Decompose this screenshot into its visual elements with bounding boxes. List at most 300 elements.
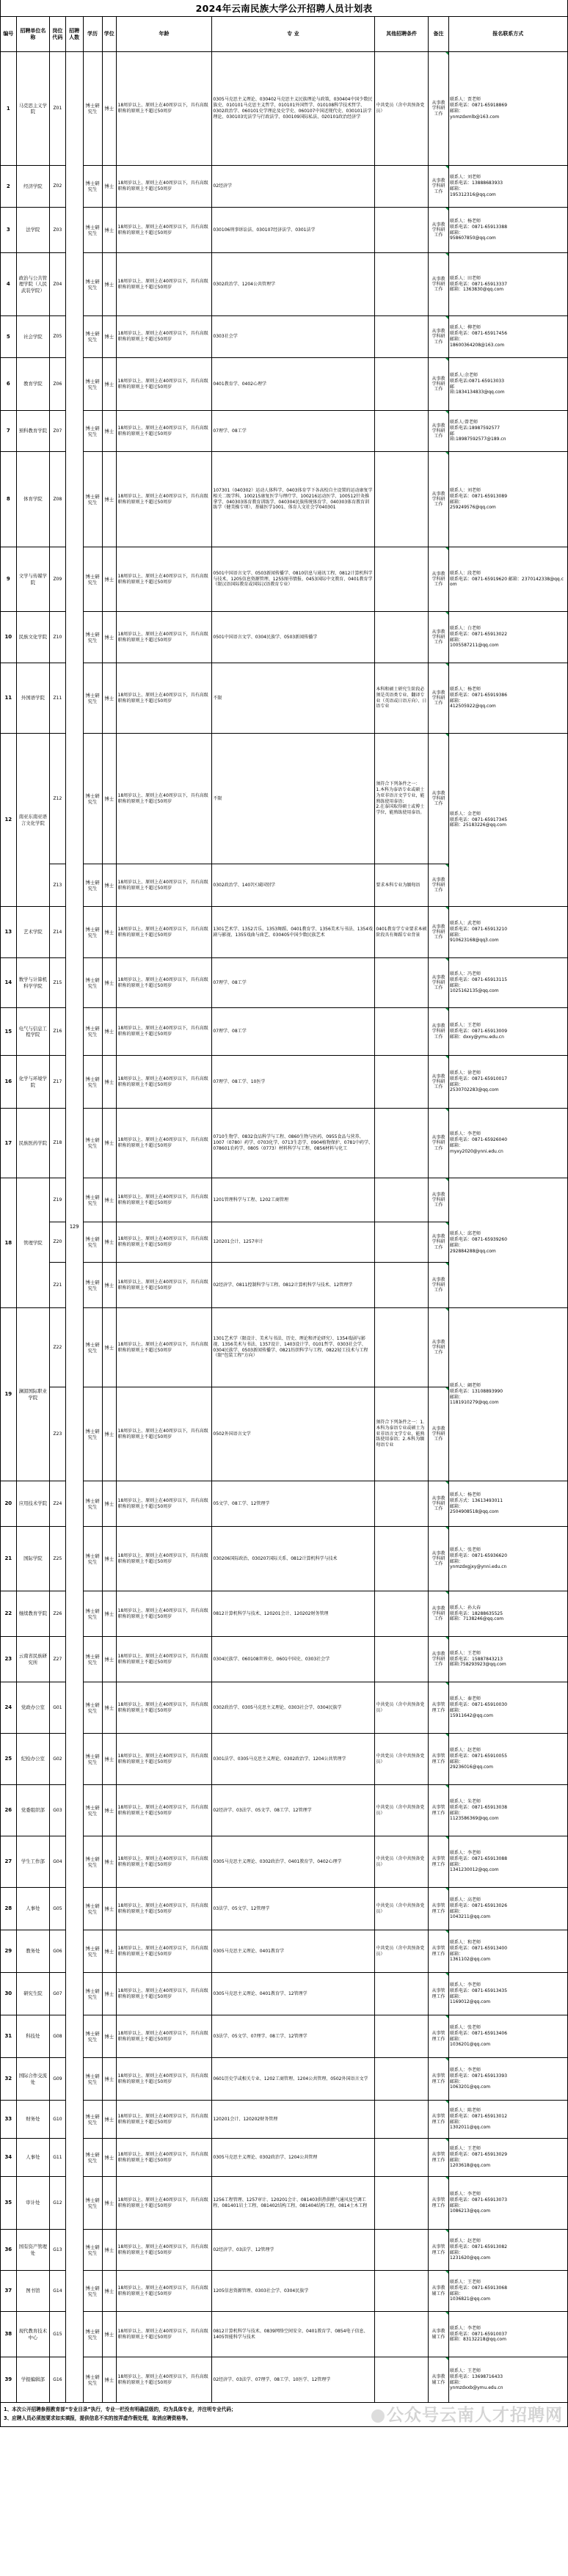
cell-education: 博士研究生 (83, 1387, 102, 1481)
cell-age-requirement: 18周岁以上、原则上在40周岁以下，具有高级职称的原则上不超过50周岁 (117, 1263, 212, 1308)
cell-education: 博士研究生 (83, 1263, 102, 1308)
cell-other-conditions (374, 2230, 429, 2271)
cell-post-code: Z13 (50, 864, 66, 907)
cell-education: 博士研究生 (83, 1109, 102, 1178)
cell-no: 29 (1, 1930, 17, 1973)
cell-other-conditions: 要求本科专业为缅甸语 (374, 864, 429, 907)
cell-degree: 博士 (102, 2357, 116, 2403)
cell-age-requirement: 18周岁以上、原则上在40周岁以下，具有高级职称的原则上不超过50周岁 (117, 1930, 212, 1973)
cell-remark: 从事教学科研工作 (429, 547, 448, 612)
watermark: 公众号云南人才招聘网 (371, 2400, 563, 2431)
table-row (1, 1481, 568, 1527)
cell-remark: 从事教学科研工作 (429, 1637, 448, 1682)
table-row (1, 663, 568, 734)
cell-no: 18 (1, 1178, 17, 1308)
cell-unit-name: 民族医药学院 (16, 1109, 49, 1178)
cell-post-code: Z22 (50, 1308, 66, 1387)
cell-unit-name: 电气与信息工程学院 (16, 1008, 49, 1056)
cell-education: 博士研究生 (83, 1836, 102, 1888)
cell-degree: 博士 (102, 1109, 116, 1178)
cell-age-requirement: 18周岁以上、原则上在40周岁以下，具有高级职称的原则上不超过50周岁 (117, 358, 212, 411)
cell-unit-name: 文学与传媒学院 (16, 547, 49, 612)
cell-education: 博士研究生 (83, 1973, 102, 2015)
cell-major: 02经济学、03法学、05文学、08工学、12管理学 (211, 1785, 374, 1836)
cell-remark: 从事管理工作 (429, 2139, 448, 2177)
cell-other-conditions (374, 166, 429, 208)
cell-other-conditions (374, 253, 429, 316)
cell-other-conditions: 中共党员（含中共预备党员） (374, 1930, 429, 1973)
cell-remark: 从事管理工作 (429, 1836, 448, 1888)
cell-post-code: G11 (50, 2139, 66, 2177)
cell-post-code: G13 (50, 2230, 66, 2271)
cell-no: 10 (1, 612, 17, 663)
table-row (1, 2177, 568, 2230)
cell-unit-name: 社会学院 (16, 316, 49, 358)
cell-age-requirement: 18周岁以上、原则上在40周岁以下，具有高级职称的原则上不超过50周岁 (117, 253, 212, 316)
cell-contact: 联系人：杨老师 联系电话：0871-65913388 邮箱： 958607850@qq.com (448, 208, 567, 253)
cell-post-code: G03 (50, 1785, 66, 1836)
table-row (1, 1008, 568, 1056)
cell-post-code: G15 (50, 2312, 66, 2357)
cell-no: 14 (1, 958, 17, 1008)
cell-no: 8 (1, 452, 17, 547)
cell-unit-name: 云南省民族研究所 (16, 1637, 49, 1682)
cell-contact: 联系人：李老师 联系电话：0871-65913073 邮箱： 1086213@qq.com (448, 2177, 567, 2230)
cell-post-code: G01 (50, 1682, 66, 1734)
cell-contact: 联系人:余老师 联系电话:0871-65913033 邮 箱:1834134833@qq.com (448, 358, 567, 411)
cell-no: 1 (1, 52, 17, 166)
cell-remark: 从事管理工作 (429, 1930, 448, 1973)
cell-unit-name: 纪检办公室 (16, 1734, 49, 1785)
cell-no: 4 (1, 253, 17, 316)
cell-remark: 从事教学科研工作 (429, 316, 448, 358)
cell-age-requirement: 18周岁以上、原则上在40周岁以下，具有高级职称的原则上不超过50周岁 (117, 1109, 212, 1178)
cell-other-conditions: 中共党员（含中共预备党员） (374, 1888, 429, 1930)
cell-age-requirement: 18周岁以上、原则上在40周岁以下，具有高级职称的原则上不超过50周岁 (117, 864, 212, 907)
cell-unit-name: 应用技术学院 (16, 1481, 49, 1527)
cell-post-code: G09 (50, 2058, 66, 2101)
cell-other-conditions: 须符合下列条件之一： 1.本科为泰语专业或硕士为亚非语言文学专业，能熟练使用泰语； 2.在泰国取得硕士或博士学位，能熟练使用泰语。 (374, 734, 429, 864)
table-row (1, 253, 568, 316)
table-row (1, 907, 568, 958)
cell-remark: 从事教学科研工作 (429, 734, 448, 864)
cell-age-requirement: 18周岁以上、原则上在40周岁以下，具有高级职称的原则上不超过50周岁 (117, 1734, 212, 1785)
cell-unit-name: 审计处 (16, 2177, 49, 2230)
cell-other-conditions (374, 2177, 429, 2230)
cell-remark: 从事教辅工作 (429, 2357, 448, 2403)
table-row (1, 52, 568, 166)
cell-other-conditions (374, 547, 429, 612)
cell-contact: 联系人：王老师 联系电话：13698716433 邮箱： ynmzdxxb@ymu.edu.cn (448, 2357, 567, 2403)
cell-major: 02经济学、0811控制科学与工程、0812计算机科学与技术、12管理学 (211, 1263, 374, 1308)
cell-remark: 从事管理工作 (429, 1973, 448, 2015)
cell-unit-name: 国际合作交流处 (16, 2058, 49, 2101)
cell-no: 32 (1, 2058, 17, 2101)
cell-remark: 从事教学科研工作 (429, 1387, 448, 1481)
cell-education: 博士研究生 (83, 1527, 102, 1591)
cell-education: 博士研究生 (83, 1785, 102, 1836)
cell-age-requirement: 18周岁以上、原则上在40周岁以下，具有高级职称的原则上不超过50周岁 (117, 2357, 212, 2403)
table-row (1, 1591, 568, 1637)
cell-degree: 博士 (102, 1682, 116, 1734)
cell-other-conditions (374, 1527, 429, 1591)
cell-major: 0601历史学或相关专业、1202工商管理、1204公共管理、0502外国语言文学 (211, 2058, 374, 2101)
cell-major: 0305马克思主义理论、030402马克思主义民族理论与政策，030404中国少数民族史、010101马克思主义哲学、010101外国哲学、010108科学技术哲学、0302政治学、060101史学理论及史学史、060107中国近现代史、030101法学理论、030103宪法学与行政法学、030109国际私法、020101政治经济学 (211, 52, 374, 166)
cell-no: 23 (1, 1637, 17, 1682)
cell-contact: 联系人：王老师 联系电话：0871-65913009 邮箱：dxxy@ymu.edu.cn (448, 1008, 567, 1056)
cell-contact: 联系人：武老师 联系电话：0871-65913210 邮箱： 910623168@qq3.com (448, 907, 567, 958)
cell-remark: 从事教学科研工作 (429, 864, 448, 907)
cell-unit-name: 图书馆 (16, 2271, 49, 2312)
cell-major: 0305马克思主义理论、0401教育学 (211, 1930, 374, 1973)
cell-age-requirement: 18周岁以上、原则上在40周岁以下，具有高级职称的原则上不超过50周岁 (117, 907, 212, 958)
cell-contact: 联系人：王老师 联系电话：0871-65913029 邮箱： 1203618@qq.com (448, 2139, 567, 2177)
cell-other-conditions (374, 316, 429, 358)
cell-degree: 博士 (102, 316, 116, 358)
cell-no: 21 (1, 1527, 17, 1591)
cell-other-conditions (374, 2058, 429, 2101)
cell-other-conditions (374, 411, 429, 452)
cell-education: 博士研究生 (83, 1930, 102, 1973)
cell-major: 0812计算机科学与技术、0839网络空间安全、0401教育学、0854电子信息、1405智能科学与技术 (211, 2312, 374, 2357)
cell-post-code: Z14 (50, 907, 66, 958)
cell-unit-name: 继续教育学院 (16, 1591, 49, 1637)
cell-unit-name: 教务处 (16, 1930, 49, 1973)
cell-remark: 从事教学科研工作 (429, 411, 448, 452)
cell-no: 39 (1, 2357, 17, 2403)
cell-post-code: Z02 (50, 166, 66, 208)
table-row (1, 1637, 568, 1682)
col-header-age: 年龄 (117, 17, 212, 52)
cell-education: 博士研究生 (83, 547, 102, 612)
cell-other-conditions (374, 1308, 429, 1387)
cell-age-requirement: 18周岁以上、原则上在40周岁以下，具有高级职称的原则上不超过50周岁 (117, 1682, 212, 1734)
cell-degree: 博士 (102, 1785, 116, 1836)
cell-post-code: Z12 (50, 734, 66, 864)
cell-contact: 联系人：刘老师 联系电话：0871-65913089 邮箱： 259249576@qq.com (448, 452, 567, 547)
cell-contact: 联系人：冯老师 联系电话：0871-65913115 邮箱： 1025162135@qq.com (448, 958, 567, 1008)
cell-contact: 联系人：和老师 联系电话：0871-65913400 邮箱： 1361102@qq.com (448, 1930, 567, 1973)
cell-major: 107301（040302）运动人体科学、0403体育学下各高校自主设置的运动康复学相关二级学科、100215康复医学与理疗学、100216运动医学、100512针灸推拿学、040303体育教育训练学、040304民族传统体育学、040303体育教育训练学（健美操专项）、基础医学1001、体育人文社会学040301 (211, 452, 374, 547)
cell-education: 博士研究生 (83, 1008, 102, 1056)
cell-degree: 博士 (102, 958, 116, 1008)
cell-post-code: G07 (50, 1973, 66, 2015)
cell-post-code: Z06 (50, 358, 66, 411)
cell-major: 0501中国语言文学、0503新闻传播学、0810信息与通讯工程、0812计算机科学与技术、1205信息资源管理、1255图书情报、0453国际中文教育、0401教育学（限汉语国际教育或国际汉语教育专业） (211, 547, 374, 612)
cell-other-conditions (374, 358, 429, 411)
cell-major: 1205信息资源管理、0303社会学、0304民族学 (211, 2271, 374, 2312)
cell-post-code: Z09 (50, 547, 66, 612)
cell-no: 16 (1, 1056, 17, 1109)
cell-contact: 联系人：赵老师 联系电话：0871-65910055 邮箱： 29236016@qq.com (448, 1734, 567, 1785)
cell-remark: 从事教学科研工作 (429, 958, 448, 1008)
cell-remark: 从事教学科研工作 (429, 1222, 448, 1263)
recruitment-plan-table (0, 16, 568, 2403)
cell-age-requirement: 18周岁以上、原则上在40周岁以下，具有高级职称的原则上不超过50周岁 (117, 2177, 212, 2230)
table-row (1, 1930, 568, 1973)
cell-remark: 从事管理工作 (429, 1734, 448, 1785)
cell-education: 博士研究生 (83, 452, 102, 547)
cell-degree: 博士 (102, 1222, 116, 1263)
cell-other-conditions: 中共党员（含中共预备党员） (374, 1682, 429, 1734)
table-row (1, 1527, 568, 1591)
cell-contact: 联系人：邱老师 联系电话：0871-65939260 邮箱： 292884288@qq.com (448, 1178, 567, 1308)
cell-major: 030106刑事诉讼法、030107经济法学、0301法学 (211, 208, 374, 253)
cell-contact: 联系人：孙大春 联系电话：18288635525 邮箱：7138246@qq.com (448, 1591, 567, 1637)
cell-post-code: Z17 (50, 1056, 66, 1109)
cell-unit-name: 体育学院 (16, 452, 49, 547)
cell-degree: 博士 (102, 1637, 116, 1682)
table-row (1, 1973, 568, 2015)
cell-post-code: Z04 (50, 253, 66, 316)
cell-post-code: Z07 (50, 411, 66, 452)
cell-unit-name: 党委组织部 (16, 1785, 49, 1836)
cell-degree: 博士 (102, 547, 116, 612)
cell-education: 博士研究生 (83, 208, 102, 253)
cell-other-conditions (374, 958, 429, 1008)
cell-other-conditions (374, 1481, 429, 1527)
cell-degree: 博士 (102, 1008, 116, 1056)
cell-remark: 从事管理工作 (429, 2101, 448, 2139)
cell-education: 博士研究生 (83, 1591, 102, 1637)
cell-other-conditions (374, 1056, 429, 1109)
cell-no: 22 (1, 1591, 17, 1637)
cell-major: 02经济学、03法学、12管理学 (211, 2230, 374, 2271)
cell-age-requirement: 18周岁以上、原则上在40周岁以下，具有高级职称的原则上不超过50周岁 (117, 663, 212, 734)
cell-no: 12 (1, 734, 17, 907)
cell-age-requirement: 18周岁以上、原则上在40周岁以下，具有高级职称的原则上不超过50周岁 (117, 612, 212, 663)
cell-other-conditions: 0401教育学专业要求本硕阶段具有舞蹈专业背景 (374, 907, 429, 958)
cell-other-conditions (374, 452, 429, 547)
cell-major: 0301法学、0305马克思主义理论、0302政治学、1204公共管理学 (211, 1734, 374, 1785)
cell-major: 0305马克思主义理论、0302政治学、1204公共管理 (211, 2139, 374, 2177)
cell-contact: 联系人：田老师 联系电话：0871-65913337 邮箱：1363830@qq.com (448, 253, 567, 316)
cell-degree: 博士 (102, 907, 116, 958)
cell-post-code: Z05 (50, 316, 66, 358)
cell-remark: 从事管理工作 (429, 2230, 448, 2271)
cell-degree: 博士 (102, 1308, 116, 1387)
cell-remark: 从事管理工作 (429, 2015, 448, 2058)
cell-education: 博士研究生 (83, 663, 102, 734)
cell-no: 31 (1, 2015, 17, 2058)
cell-degree: 博士 (102, 734, 116, 864)
cell-other-conditions (374, 1109, 429, 1178)
cell-degree: 博士 (102, 1527, 116, 1591)
cell-education: 博士研究生 (83, 52, 102, 166)
cell-unit-name: 人事处 (16, 1888, 49, 1930)
cell-post-code: Z19 (50, 1178, 66, 1222)
cell-post-code: Z21 (50, 1263, 66, 1308)
col-header-other: 其他招聘条件 (374, 17, 429, 52)
cell-age-requirement: 18周岁以上、原则上在40周岁以下，具有高级职称的原则上不超过50周岁 (117, 1785, 212, 1836)
cell-post-code: Z20 (50, 1222, 66, 1263)
cell-other-conditions (374, 2139, 429, 2177)
cell-age-requirement: 18周岁以上、原则上在40周岁以下，具有高级职称的原则上不超过50周岁 (117, 1056, 212, 1109)
cell-degree: 博士 (102, 358, 116, 411)
cell-unit-name: 经济学院 (16, 166, 49, 208)
cell-other-conditions (374, 2357, 429, 2403)
cell-education: 博士研究生 (83, 316, 102, 358)
cell-major: 0305马克思主义理论、0302政治学、0401教育学、0402心理学 (211, 1836, 374, 1888)
cell-remark: 从事教学科研工作 (429, 452, 448, 547)
cell-other-conditions: 中共党员（含中共预备党员） (374, 1836, 429, 1888)
cell-unit-name: 法学院 (16, 208, 49, 253)
cell-other-conditions (374, 2312, 429, 2357)
cell-major: 不限 (211, 663, 374, 734)
cell-post-code: G12 (50, 2177, 66, 2230)
cell-degree: 博士 (102, 2177, 116, 2230)
cell-degree: 博士 (102, 1973, 116, 2015)
cell-other-conditions: 中共党员（含中共预备党员） (374, 1734, 429, 1785)
cell-degree: 博士 (102, 1734, 116, 1785)
table-row (1, 358, 568, 411)
cell-remark: 从事教学科研工作 (429, 1527, 448, 1591)
cell-post-code: G02 (50, 1734, 66, 1785)
cell-other-conditions: 中共党员（含中共预备党员） (374, 52, 429, 166)
col-header-code: 岗位代码 (50, 17, 66, 52)
cell-education: 博士研究生 (83, 2271, 102, 2312)
cell-education: 博士研究生 (83, 2101, 102, 2139)
cell-unit-name: 国有资产管理处 (16, 2230, 49, 2271)
cell-remark: 从事教辅工作 (429, 2312, 448, 2357)
cell-age-requirement: 18周岁以上、原则上在40周岁以下，具有高级职称的原则上不超过50周岁 (117, 1308, 212, 1387)
cell-education: 博士研究生 (83, 1682, 102, 1734)
cell-no: 17 (1, 1109, 17, 1178)
cell-education: 博士研究生 (83, 907, 102, 958)
cell-major: 05文学、08工学、12管理学 (211, 1481, 374, 1527)
cell-major: 0401教育学、0402心理学 (211, 358, 374, 411)
cell-no: 3 (1, 208, 17, 253)
cell-age-requirement: 18周岁以上、原则上在40周岁以下，具有高级职称的原则上不超过50周岁 (117, 958, 212, 1008)
cell-major: 0302政治学、1204公共管理学 (211, 253, 374, 316)
cell-unit-name: 民族文化学院 (16, 612, 49, 663)
cell-other-conditions (374, 2015, 429, 2058)
cell-major: 0302政治学、1407区域国别学 (211, 864, 374, 907)
cell-remark: 从事教学科研工作 (429, 208, 448, 253)
cell-unit-name: 学报编辑部 (16, 2357, 49, 2403)
table-row (1, 2139, 568, 2177)
cell-education: 博士研究生 (83, 612, 102, 663)
cell-post-code: Z01 (50, 52, 66, 166)
cell-age-requirement: 18周岁以上、原则上在40周岁以下，具有高级职称的原则上不超过50周岁 (117, 1387, 212, 1481)
cell-post-code: G14 (50, 2271, 66, 2312)
cell-age-requirement: 18周岁以上、原则上在40周岁以下，具有高级职称的原则上不超过50周岁 (117, 2058, 212, 2101)
table-row (1, 958, 568, 1008)
cell-degree: 博士 (102, 253, 116, 316)
cell-contact: 联系人：杨老师 联系电话：0871-65919386 邮箱： 412505922@qq.com (448, 663, 567, 734)
cell-no: 34 (1, 2139, 17, 2177)
table-row (1, 734, 568, 864)
cell-major: 120201会计、1257审计 (211, 1222, 374, 1263)
col-header-note: 备注 (429, 17, 448, 52)
cell-remark: 从事教学科研工作 (429, 1481, 448, 1527)
cell-age-requirement: 18周岁以上、原则上在40周岁以下，具有高级职称的原则上不超过50周岁 (117, 2312, 212, 2357)
cell-contact: 联系人：秦老师 联系电话：0871-65910030 邮箱： 15911642@qq.com (448, 1682, 567, 1734)
cell-major: 02经济学 (211, 166, 374, 208)
cell-no: 11 (1, 663, 17, 734)
cell-unit-name: 数学与计算机科学学院 (16, 958, 49, 1008)
cell-unit-name: 马克思主义学院 (16, 52, 49, 166)
cell-major: 0710生物学、0832食品科学与工程、0860生物与医药、0955食品与营养、1007（0780）药学、0703化学、0713生态学、0904植物保护、0781中药学、078601农药学、0805（0773）材料科学与工程、0856材料与化工 (211, 1109, 374, 1178)
cell-unit-name: 研究生院 (16, 1973, 49, 2015)
cell-remark: 从事教学科研工作 (429, 1056, 448, 1109)
cell-post-code: Z10 (50, 612, 66, 663)
cell-total-headcount: 129 (65, 52, 83, 2403)
cell-major: 0302政治学、0305马克思主义理论、0303社会学、0304民族学 (211, 1682, 374, 1734)
cell-post-code: Z15 (50, 958, 66, 1008)
table-row (1, 2230, 568, 2271)
cell-post-code: Z24 (50, 1481, 66, 1527)
table-row (1, 316, 568, 358)
cell-major: 1301艺术学（限设计、美术与书法、历史、理论和评论研究）、1354戏剧与影视、1356美术与书法、1357设计、1403设计学、0101哲学、0303社会学、0304民族学、0503新闻传播学、0821纺织科学与工程、0822轻工技术与工程（限“包装工程”方向） (211, 1308, 374, 1387)
cell-age-requirement: 18周岁以上、原则上在40周岁以下，具有高级职称的原则上不超过50周岁 (117, 1008, 212, 1056)
cell-age-requirement: 18周岁以上、原则上在40周岁以下，具有高级职称的原则上不超过50周岁 (117, 2101, 212, 2139)
cell-post-code: G04 (50, 1836, 66, 1888)
table-row (1, 547, 568, 612)
cell-no: 33 (1, 2101, 17, 2139)
cell-degree: 博士 (102, 1888, 116, 1930)
cell-degree: 博士 (102, 2230, 116, 2271)
cell-degree: 博士 (102, 208, 116, 253)
cell-age-requirement: 18周岁以上、原则上在40周岁以下，具有高级职称的原则上不超过50周岁 (117, 208, 212, 253)
table-header (1, 17, 568, 52)
cell-remark: 从事管理工作 (429, 2177, 448, 2230)
cell-unit-name: 艺术学院 (16, 907, 49, 958)
cell-contact: 联系人：刘老师 联系电话：13888683933 邮箱： 195312316@qq.com (448, 166, 567, 208)
cell-education: 博士研究生 (83, 1734, 102, 1785)
cell-degree: 博士 (102, 663, 116, 734)
cell-degree: 博士 (102, 2312, 116, 2357)
cell-education: 博士研究生 (83, 734, 102, 864)
cell-other-conditions (374, 1008, 429, 1056)
cell-contact: 联系人：李老师 联系电话：0871-65913088 邮箱： 1341230012@qq.com (448, 1836, 567, 1888)
cell-contact: 联系人：贾老师 联系电话：0871-65918869 邮箱： ynmzdxmlb@163.com (448, 52, 567, 166)
cell-degree: 博士 (102, 2271, 116, 2312)
cell-age-requirement: 18周岁以上、原则上在40周岁以下，具有高级职称的原则上不超过50周岁 (117, 2230, 212, 2271)
cell-education: 博士研究生 (83, 1178, 102, 1222)
cell-degree: 博士 (102, 1178, 116, 1222)
cell-post-code: G06 (50, 1930, 66, 1973)
cell-major: 0303社会学 (211, 316, 374, 358)
cell-major: 0304民族学、060108世界史、0601中国史、0303社会学 (211, 1637, 374, 1682)
cell-no: 36 (1, 2230, 17, 2271)
cell-education: 博士研究生 (83, 411, 102, 452)
cell-major: 0305马克思主义理论、0401教育学、12管理学 (211, 1973, 374, 2015)
cell-age-requirement: 18周岁以上、原则上在40周岁以下，具有高级职称的原则上不超过50周岁 (117, 2015, 212, 2058)
cell-unit-name: 政治与公共管理学院（人民武装学院） (16, 253, 49, 316)
table-row (1, 2312, 568, 2357)
cell-post-code: Z18 (50, 1109, 66, 1178)
cell-contact: 联系人：段老师 联系电话：0871-65919620 邮箱：2370142338@qq.com (448, 547, 567, 612)
cell-degree: 博士 (102, 1591, 116, 1637)
table-row (1, 1888, 568, 1930)
cell-education: 博士研究生 (83, 2058, 102, 2101)
table-row (1, 208, 568, 253)
cell-education: 博士研究生 (83, 2015, 102, 2058)
cell-remark: 从事教学科研工作 (429, 1308, 448, 1387)
cell-unit-name: 预科教育学院 (16, 411, 49, 452)
cell-age-requirement: 18周岁以上、原则上在40周岁以下，具有高级职称的原则上不超过50周岁 (117, 1637, 212, 1682)
cell-unit-name: 学生工作部 (16, 1836, 49, 1888)
table-row (1, 1056, 568, 1109)
cell-major: 1256工程管理、1257审计、120201会计、081403供热供燃气通风及空调工程、081401岩土工程、081402结构工程、081404结构工程、0814土木工程 (211, 2177, 374, 2230)
cell-unit-name: 教育学院 (16, 358, 49, 411)
cell-major: 02经济学、03法学、07理学、08工学、10医学、12管理学 (211, 2357, 374, 2403)
table-row (1, 2015, 568, 2058)
cell-remark: 从事管理工作 (429, 1785, 448, 1836)
cell-major: 120201会计、120202财务管理 (211, 2101, 374, 2139)
cell-contact: 联系人：李老师 联系电话：0871-65910037 邮箱：83132218@qq.com (448, 2312, 567, 2357)
